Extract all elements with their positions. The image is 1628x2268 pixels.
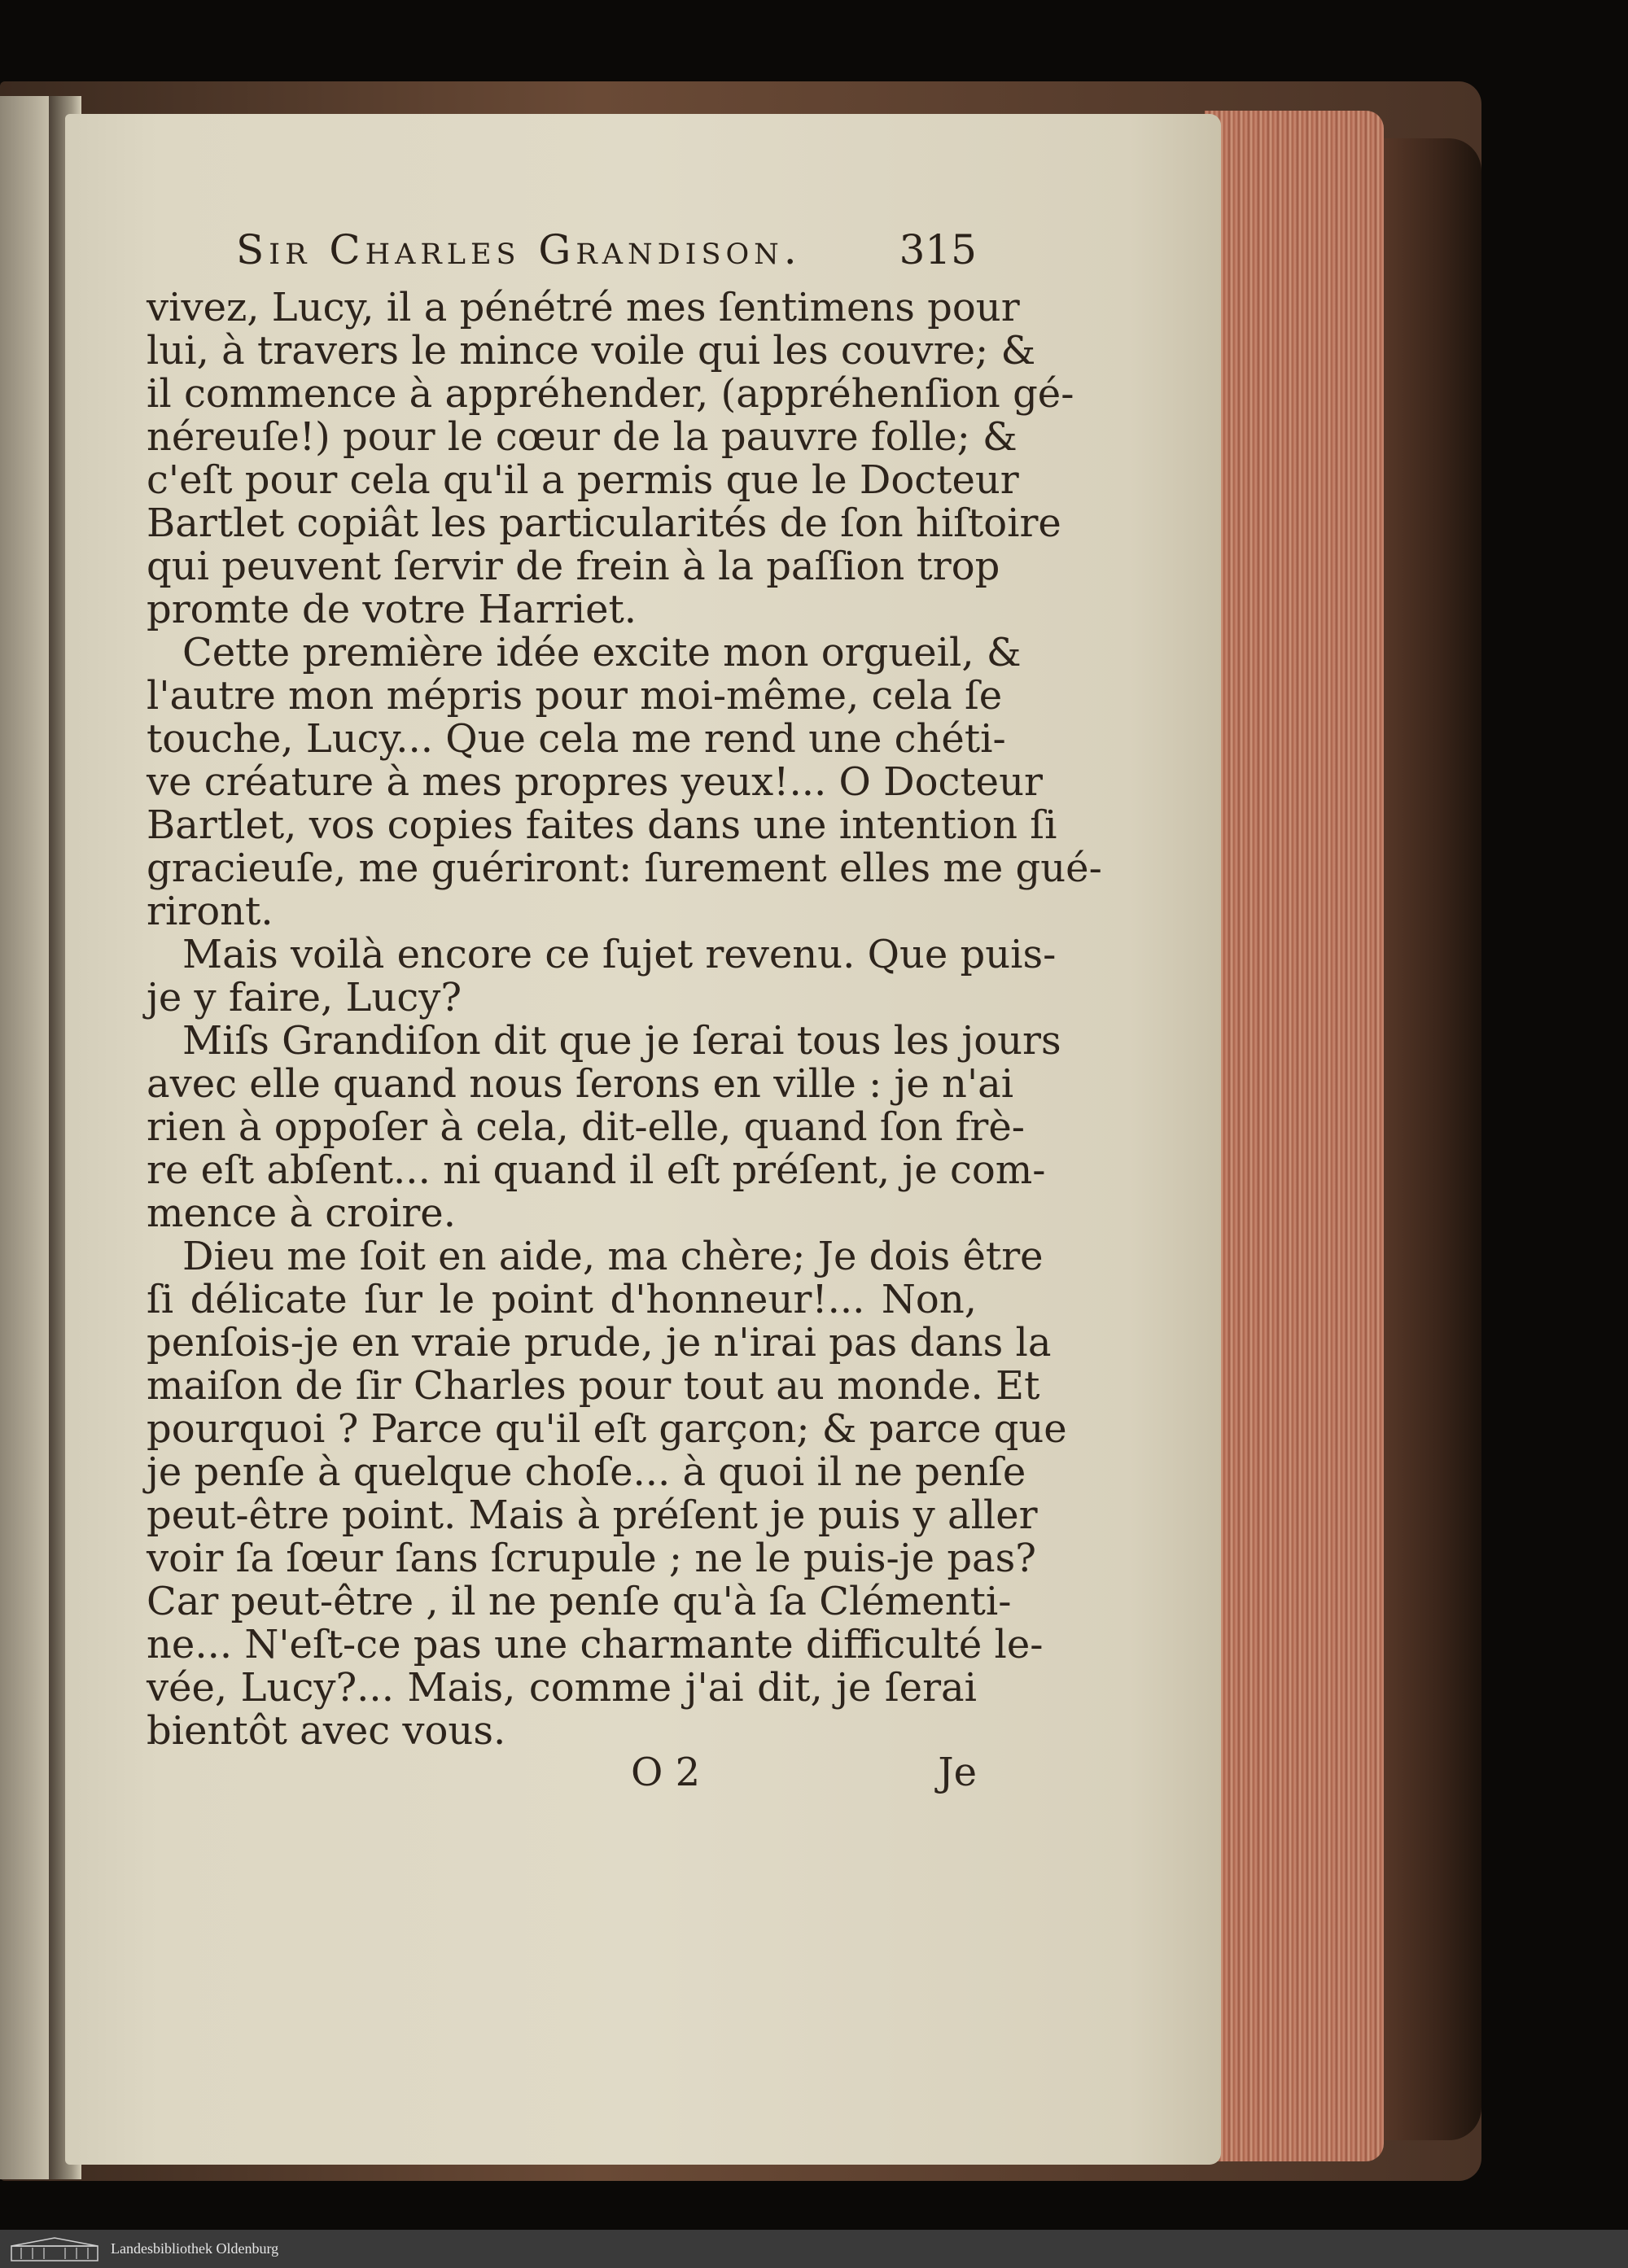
text-line: lui, à travers le mince voile qui les couvre; & xyxy=(147,328,1036,374)
text-line: Dieu me ſoit en aide, ma chère; Je dois être xyxy=(182,1234,1044,1279)
catchword: Je xyxy=(938,1750,977,1795)
signature-mark: O 2 xyxy=(631,1750,701,1795)
text-line: ne... N'eſt-ce pas une charmante difficulté le- xyxy=(147,1622,1044,1667)
text-line: vivez, Lucy, il a pénétré mes ſentimens pour xyxy=(147,285,1020,330)
text-line: néreuſe!) pour le cœur de la pauvre folle; & xyxy=(147,414,1017,460)
text-line: qui peuvent ſervir de frein à la paſſion trop xyxy=(147,544,1000,589)
text-line: avec elle quand nous ſerons en ville : je n'ai xyxy=(147,1061,1014,1107)
page-number: 315 xyxy=(899,226,977,273)
body-text xyxy=(147,285,1102,1754)
text-line: Car peut-être , il ne penſe qu'à ſa Clémenti- xyxy=(147,1579,1012,1624)
text-line: riront. xyxy=(147,889,274,934)
text-line: Mais voilà encore ce ſujet revenu. Que puis- xyxy=(182,932,1057,977)
text-line: touche, Lucy... Que cela me rend une chéti- xyxy=(147,716,1006,762)
page-fore-edge xyxy=(1205,111,1384,2161)
text-line: ve créature à mes propres yeux!... O Docteur xyxy=(147,759,1043,805)
text-line: pourquoi ? Parce qu'il eſt garçon; & parce que xyxy=(147,1406,1067,1452)
text-line: l'autre mon mépris pour moi-même, cela ſe xyxy=(147,673,1003,719)
text-line: peut-être point. Mais à préſent je puis y aller xyxy=(147,1492,1038,1538)
library-name: Landesbibliothek Oldenburg xyxy=(111,2240,279,2257)
book-back-cover-edge xyxy=(1376,138,1481,2140)
text-line: maiſon de ſir Charles pour tout au monde. Et xyxy=(147,1363,1040,1409)
running-head xyxy=(236,226,977,275)
text-line: rien à oppoſer à cela, dit-elle, quand ſon frè- xyxy=(147,1104,1025,1150)
library-footer-bar xyxy=(0,2230,1628,2268)
text-line: ſi délicate ſur le point d'honneur!... Non, xyxy=(147,1277,977,1322)
text-line: gracieuſe, me guériront: ſurement elles me gué- xyxy=(147,846,1102,891)
page-footer xyxy=(147,1750,977,1798)
text-line: bientôt avec vous. xyxy=(147,1708,506,1754)
text-line: vée, Lucy?... Mais, comme j'ai dit, je ſerai xyxy=(147,1665,977,1711)
text-line: promte de votre Harriet. xyxy=(147,587,637,632)
text-line: il commence à appréhender, (appréhenſion gé- xyxy=(147,371,1074,417)
text-line: Bartlet copiât les particularités de ſon hiſtoire xyxy=(147,500,1061,546)
text-line: voir ſa ſœur ſans ſcrupule ; ne le puis-je pas? xyxy=(147,1536,1037,1581)
text-line: mence à croire. xyxy=(147,1191,456,1236)
text-line: je y faire, Lucy? xyxy=(147,975,462,1020)
text-line: Bartlet, vos copies faites dans une intention ſi xyxy=(147,802,1057,848)
text-line: penſois-je en vraie prude, je n'irai pas dans la xyxy=(147,1320,1052,1366)
running-title: Sir Charles Grandison. xyxy=(236,226,802,273)
text-line: Cette première idée excite mon orgueil, & xyxy=(182,630,1022,675)
text-line: re eſt abſent... ni quand il eſt préſent, je com- xyxy=(147,1147,1046,1193)
library-building-icon xyxy=(10,2236,99,2262)
text-line: je penſe à quelque choſe... à quoi il ne penſe xyxy=(147,1449,1026,1495)
text-line: Miſs Grandiſon dit que je ſerai tous les jours xyxy=(182,1018,1061,1064)
text-line: c'eſt pour cela qu'il a permis que le Docteur xyxy=(147,457,1019,503)
